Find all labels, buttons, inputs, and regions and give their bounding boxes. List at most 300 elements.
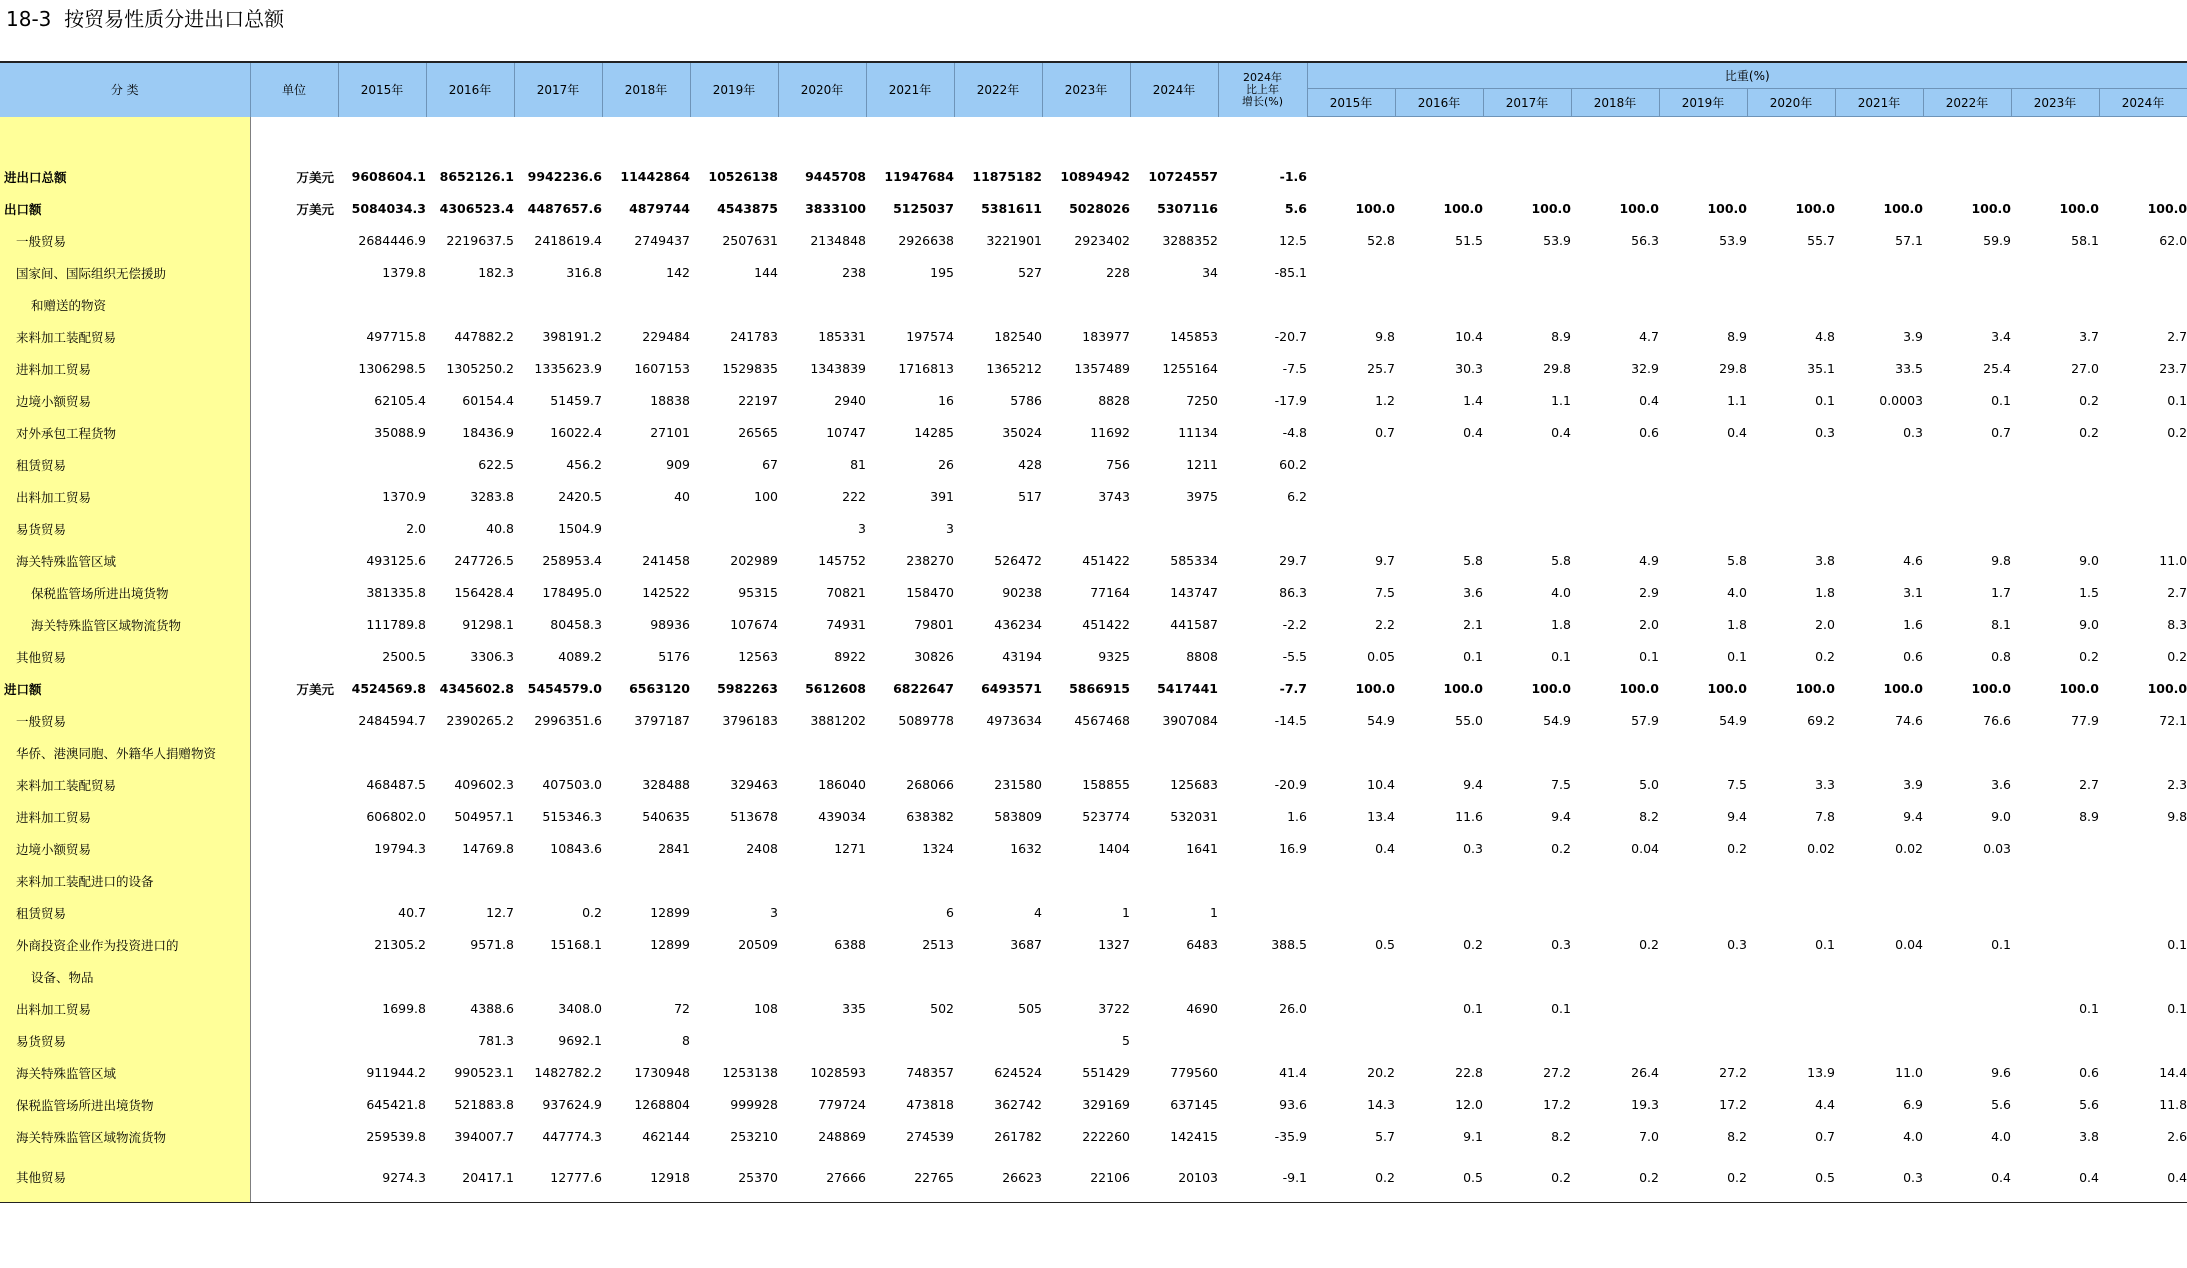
row-ratio: 100.0 [1619, 681, 1659, 696]
header-year: 2016年 [426, 62, 514, 117]
row-value: 328488 [642, 777, 690, 792]
row-ratio: 14.4 [2159, 1065, 2187, 1080]
row-ratio: 11.0 [1895, 1065, 1923, 1080]
row-value: 3833100 [805, 201, 866, 216]
header-category: 分 类 [0, 62, 250, 117]
row-ratio: 0.1 [1463, 1001, 1483, 1016]
row-unit [250, 705, 338, 737]
row-value [1042, 513, 1130, 545]
row-ratio: 100.0 [1619, 201, 1659, 216]
row-value: 4524569.8 [351, 681, 426, 696]
row-value: 145853 [1170, 329, 1218, 344]
table-row [0, 353, 2187, 385]
row-ratio: 29.8 [1719, 361, 1747, 376]
row-value: 4543875 [717, 201, 778, 216]
row-ratio [1747, 961, 1835, 993]
row-ratio: 19.3 [1631, 1097, 1659, 1112]
row-ratio: 32.9 [1631, 361, 1659, 376]
row-ratio [1659, 737, 1747, 769]
row-value: 9274.3 [338, 1153, 426, 1203]
row-ratio [1307, 289, 1395, 321]
row-value: 248869 [818, 1129, 866, 1144]
row-value: 462144 [642, 1129, 690, 1144]
table-row [0, 577, 2187, 609]
row-value: 8 [682, 1033, 690, 1048]
header-ratio-year: 2015年 [1307, 89, 1395, 117]
row-unit [250, 449, 338, 481]
row-value: 16 [938, 393, 954, 408]
row-value: 18838 [650, 393, 690, 408]
row-ratio: 0.1 [2079, 1001, 2099, 1016]
row-ratio: 9.8 [2167, 809, 2187, 824]
row-ratio: 22.8 [1455, 1065, 1483, 1080]
row-value: 3288352 [1162, 233, 1218, 248]
row-ratio: 0.2 [1639, 937, 1659, 952]
row-value: 35024 [1002, 425, 1042, 440]
row-value: 2420.5 [558, 489, 602, 504]
row-unit [250, 1121, 338, 1153]
row-value: 100 [754, 489, 778, 504]
row-value: 1379.8 [382, 265, 426, 280]
row-ratio: 9.7 [1375, 553, 1395, 568]
row-ratio: 2.1 [1463, 617, 1483, 632]
row-ratio: 72.1 [2159, 713, 2187, 728]
row-value: 10747 [826, 425, 866, 440]
row-ratio: 0.1 [1551, 649, 1571, 664]
row-value [1042, 737, 1130, 769]
table-row [0, 961, 2187, 993]
row-ratio: 0.04 [1631, 841, 1659, 856]
row-ratio: 100.0 [1883, 201, 1923, 216]
row-value: 10894942 [1060, 169, 1130, 184]
row-value: 937624.9 [542, 1097, 602, 1112]
row-ratio [1571, 993, 1659, 1025]
row-ratio: 52.8 [1367, 233, 1395, 248]
row-value: 2484594.7 [358, 713, 426, 728]
table-row [0, 417, 2187, 449]
row-ratio [1307, 993, 1395, 1025]
row-value: 645421.8 [366, 1097, 426, 1112]
row-ratio: 76.6 [1983, 713, 2011, 728]
row-value: 11134 [1178, 425, 1218, 440]
row-value: 22197 [738, 393, 778, 408]
table-row [0, 897, 2187, 929]
row-value: 11692 [1090, 425, 1130, 440]
row-ratio: 9.0 [1991, 809, 2011, 824]
row-value: 156428.4 [454, 585, 514, 600]
row-ratio [2011, 481, 2099, 513]
row-value [602, 865, 690, 897]
row-ratio [1483, 289, 1571, 321]
row-ratio: 7.5 [1727, 777, 1747, 792]
row-growth [1218, 961, 1307, 993]
row-value: 1327 [1098, 937, 1130, 952]
row-value: 551429 [1082, 1065, 1130, 1080]
row-value: 1370.9 [382, 489, 426, 504]
row-ratio: 1.2 [1375, 393, 1395, 408]
row-ratio: 9.0 [2079, 553, 2099, 568]
row-ratio [1747, 993, 1835, 1025]
row-unit [250, 1153, 338, 1203]
row-value [602, 289, 690, 321]
row-value: 98936 [650, 617, 690, 632]
row-ratio: 25.4 [1983, 361, 2011, 376]
row-value [1130, 737, 1218, 769]
row-value: 12563 [738, 649, 778, 664]
row-unit [250, 545, 338, 577]
row-ratio: 0.1 [1639, 649, 1659, 664]
row-value: 183977 [1082, 329, 1130, 344]
row-ratio: 0.2 [1463, 937, 1483, 952]
row-ratio: 2.7 [2079, 777, 2099, 792]
row-ratio: 5.7 [1375, 1129, 1395, 1144]
row-value: 5866915 [1069, 681, 1130, 696]
row-value: 12918 [602, 1153, 690, 1203]
row-ratio: 9.4 [1903, 809, 1923, 824]
row-ratio: 0.6 [2079, 1065, 2099, 1080]
row-ratio: 3.6 [1463, 585, 1483, 600]
row-ratio: 0.2 [1483, 1153, 1571, 1203]
row-ratio: 100.0 [1443, 201, 1483, 216]
row-value: 329463 [730, 777, 778, 792]
header-growth-line: 2024年 [1243, 70, 1282, 84]
row-unit [250, 289, 338, 321]
row-value: 3722 [1098, 1001, 1130, 1016]
row-ratio [1659, 513, 1747, 545]
header-ratio-year: 2020年 [1747, 89, 1835, 117]
row-ratio [2011, 513, 2099, 545]
row-ratio: 0.4 [2099, 1153, 2187, 1203]
row-ratio: 2.9 [1639, 585, 1659, 600]
row-ratio: 2.7 [2167, 585, 2187, 600]
row-category: 进口额 [0, 673, 250, 705]
header-year: 2022年 [954, 62, 1042, 117]
row-growth: 41.4 [1279, 1065, 1307, 1080]
row-ratio: 100.0 [1443, 681, 1483, 696]
row-value: 60154.4 [462, 393, 514, 408]
row-ratio: 11.8 [2159, 1097, 2187, 1112]
row-category: 国家间、国际组织无偿援助 [0, 257, 250, 289]
row-value: 26 [938, 457, 954, 472]
row-ratio [1395, 161, 1483, 193]
row-ratio [1395, 513, 1483, 545]
row-category: 来料加工装配贸易 [0, 321, 250, 353]
row-value: 14769.8 [462, 841, 514, 856]
row-value: 62105.4 [374, 393, 426, 408]
row-growth: -17.9 [1274, 393, 1307, 408]
row-unit [250, 801, 338, 833]
header-year: 2024年 [1130, 62, 1218, 117]
row-ratio: 7.0 [1639, 1129, 1659, 1144]
row-ratio [1923, 481, 2011, 513]
row-growth: 16.9 [1279, 841, 1307, 856]
table-row [0, 225, 2187, 257]
row-value: 6822647 [893, 681, 954, 696]
row-category: 出口额 [0, 193, 250, 225]
row-value: 456.2 [566, 457, 602, 472]
row-value: 182.3 [478, 265, 514, 280]
row-ratio: 0.1 [1551, 1001, 1571, 1016]
row-category: 边境小额贸易 [0, 385, 250, 417]
row-value: 638382 [906, 809, 954, 824]
row-category: 保税监管场所进出境货物 [0, 1089, 250, 1121]
row-ratio [1747, 513, 1835, 545]
row-ratio [2099, 449, 2187, 481]
row-value: 1305250.2 [446, 361, 514, 376]
row-ratio [1923, 897, 2011, 929]
row-value: 513678 [730, 809, 778, 824]
row-category: 出料加工贸易 [0, 993, 250, 1025]
row-growth: -35.9 [1274, 1129, 1307, 1144]
row-growth: 86.3 [1279, 585, 1307, 600]
row-value: 185331 [818, 329, 866, 344]
row-ratio [1395, 737, 1483, 769]
row-value: 202989 [730, 553, 778, 568]
row-value: 1699.8 [382, 1001, 426, 1016]
row-value [866, 961, 954, 993]
row-value: 2940 [834, 393, 866, 408]
table-row [0, 161, 2187, 193]
row-category: 外商投资企业作为投资进口的 [0, 929, 250, 961]
table-row [0, 865, 2187, 897]
row-value: 624524 [994, 1065, 1042, 1080]
row-value [338, 289, 426, 321]
row-value [954, 1025, 1042, 1057]
row-growth: 93.6 [1279, 1097, 1307, 1112]
row-value: 1211 [1186, 457, 1218, 472]
row-ratio: 2.7 [2167, 329, 2187, 344]
row-growth: 6.2 [1287, 489, 1307, 504]
row-ratio [1923, 257, 2011, 289]
row-unit [250, 833, 338, 865]
table-row [0, 1153, 2187, 1203]
row-ratio: 0.2 [1727, 841, 1747, 856]
row-value: 779560 [1170, 1065, 1218, 1080]
row-value: 1607153 [634, 361, 690, 376]
row-growth: -2.2 [1282, 617, 1307, 632]
row-value: 142522 [642, 585, 690, 600]
row-ratio: 3.8 [2079, 1129, 2099, 1144]
row-value: 9571.8 [470, 937, 514, 952]
row-ratio: 0.2 [1815, 649, 1835, 664]
row-ratio: 100.0 [2147, 681, 2187, 696]
table-body [0, 117, 2187, 1203]
row-value: 1268804 [634, 1097, 690, 1112]
row-growth: 60.2 [1279, 457, 1307, 472]
row-value: 4690 [1186, 1001, 1218, 1016]
row-value: 5084034.3 [351, 201, 426, 216]
row-ratio [1659, 865, 1747, 897]
row-ratio [2099, 257, 2187, 289]
row-ratio: 8.1 [1991, 617, 2011, 632]
table-row [0, 481, 2187, 513]
row-category: 租赁贸易 [0, 897, 250, 929]
row-unit [250, 737, 338, 769]
row-value: 259539.8 [366, 1129, 426, 1144]
row-ratio: 5.8 [1463, 553, 1483, 568]
row-ratio [1747, 161, 1835, 193]
row-value: 20417.1 [426, 1153, 514, 1203]
row-value: 540635 [642, 809, 690, 824]
row-value [866, 1025, 954, 1057]
row-ratio: 25.7 [1367, 361, 1395, 376]
row-ratio: 0.4 [1375, 841, 1395, 856]
row-growth: 12.5 [1279, 233, 1307, 248]
row-ratio [1659, 897, 1747, 929]
row-ratio: 0.2 [2167, 425, 2187, 440]
row-ratio: 55.0 [1455, 713, 1483, 728]
row-value: 2.0 [406, 521, 426, 536]
row-ratio: 10.4 [1367, 777, 1395, 792]
row-value: 70821 [826, 585, 866, 600]
row-value: 999928 [730, 1097, 778, 1112]
row-value: 142 [666, 265, 690, 280]
row-value [866, 865, 954, 897]
row-ratio [1835, 513, 1923, 545]
row-ratio: 51.5 [1455, 233, 1483, 248]
category-cell [0, 117, 250, 161]
row-ratio: 4.8 [1815, 329, 1835, 344]
row-ratio [1923, 289, 2011, 321]
row-ratio [1395, 257, 1483, 289]
row-value: 398191.2 [542, 329, 602, 344]
row-value: 10526138 [708, 169, 778, 184]
row-ratio: 100.0 [1355, 201, 1395, 216]
row-category: 一般贸易 [0, 225, 250, 257]
row-ratio: 5.0 [1639, 777, 1659, 792]
row-value [514, 737, 602, 769]
row-value [866, 737, 954, 769]
row-ratio: 12.0 [1455, 1097, 1483, 1112]
row-growth: 29.7 [1279, 553, 1307, 568]
row-ratio [1483, 481, 1571, 513]
row-ratio: 55.7 [1807, 233, 1835, 248]
row-value: 2408 [746, 841, 778, 856]
row-ratio: 54.9 [1367, 713, 1395, 728]
row-value: 781.3 [478, 1033, 514, 1048]
row-value: 178495.0 [542, 585, 602, 600]
row-ratio [1395, 481, 1483, 513]
row-ratio: 26.4 [1631, 1065, 1659, 1080]
header-growth [1218, 62, 1307, 117]
row-value [1130, 961, 1218, 993]
row-ratio: 1.1 [1727, 393, 1747, 408]
row-ratio [1571, 449, 1659, 481]
row-value: 1253138 [722, 1065, 778, 1080]
row-growth [1218, 737, 1307, 769]
row-ratio [1571, 897, 1659, 929]
row-ratio [1571, 1025, 1659, 1057]
row-ratio [1571, 737, 1659, 769]
row-value: 1343839 [810, 361, 866, 376]
row-ratio: 1.7 [1991, 585, 2011, 600]
row-ratio: 5.8 [1551, 553, 1571, 568]
row-value [514, 961, 602, 993]
row-value: 585334 [1170, 553, 1218, 568]
row-value [426, 737, 514, 769]
row-value: 95315 [738, 585, 778, 600]
row-ratio [1307, 449, 1395, 481]
row-ratio: 0.4 [1923, 1153, 2011, 1203]
row-ratio: 0.7 [1991, 425, 2011, 440]
row-value: 407503.0 [542, 777, 602, 792]
row-ratio: 100.0 [1795, 201, 1835, 216]
row-ratio [1835, 1025, 1923, 1057]
row-value: 1335623.9 [534, 361, 602, 376]
row-value: 8922 [834, 649, 866, 664]
row-ratio [1483, 961, 1571, 993]
row-ratio [2099, 961, 2187, 993]
row-ratio: 1.8 [1727, 617, 1747, 632]
row-ratio [2011, 737, 2099, 769]
table-row [0, 769, 2187, 801]
header-year: 2021年 [866, 62, 954, 117]
row-value: 222260 [1082, 1129, 1130, 1144]
row-growth: -7.7 [1279, 681, 1307, 696]
row-unit [250, 481, 338, 513]
row-value: 2500.5 [382, 649, 426, 664]
row-value: 195 [930, 265, 954, 280]
row-ratio [1571, 161, 1659, 193]
header-ratio-year: 2018年 [1571, 89, 1659, 117]
row-ratio [2011, 449, 2099, 481]
row-value [1130, 1025, 1218, 1057]
row-value: 222 [842, 489, 866, 504]
row-value: 4 [1034, 905, 1042, 920]
row-ratio [2011, 865, 2099, 897]
row-value: 268066 [906, 777, 954, 792]
row-ratio: 0.6 [1639, 425, 1659, 440]
row-ratio [1571, 289, 1659, 321]
row-unit [250, 1057, 338, 1089]
row-ratio: 100.0 [1707, 681, 1747, 696]
row-value [1042, 865, 1130, 897]
row-ratio: 0.2 [2079, 425, 2099, 440]
row-growth [1218, 897, 1307, 929]
row-value: 186040 [818, 777, 866, 792]
row-ratio [1571, 513, 1659, 545]
row-ratio: 100.0 [1795, 681, 1835, 696]
row-ratio [1307, 897, 1395, 929]
row-value: 1504.9 [558, 521, 602, 536]
row-value: 40.8 [486, 521, 514, 536]
row-ratio: 0.8 [1991, 649, 2011, 664]
row-value: 4388.6 [470, 1001, 514, 1016]
row-value: 9942236.6 [527, 169, 602, 184]
row-value: 6483 [1186, 937, 1218, 952]
row-ratio: 100.0 [2059, 681, 2099, 696]
row-value: 1306298.5 [358, 361, 426, 376]
row-ratio: 29.8 [1543, 361, 1571, 376]
row-ratio: 0.5 [1747, 1153, 1835, 1203]
row-value: 261782 [994, 1129, 1042, 1144]
row-value: 515346.3 [542, 809, 602, 824]
row-ratio: 0.4 [1551, 425, 1571, 440]
row-growth [1218, 1025, 1307, 1057]
row-value [514, 289, 602, 321]
row-unit [250, 257, 338, 289]
row-ratio: 9.8 [1375, 329, 1395, 344]
row-ratio: 0.0003 [1879, 393, 1923, 408]
row-ratio [2099, 289, 2187, 321]
row-ratio: 0.1 [2167, 1001, 2187, 1016]
row-value: 779724 [818, 1097, 866, 1112]
row-ratio [2099, 737, 2187, 769]
row-ratio: 0.4 [1639, 393, 1659, 408]
row-value: 26623 [954, 1153, 1042, 1203]
row-value [866, 289, 954, 321]
row-value: 158470 [906, 585, 954, 600]
